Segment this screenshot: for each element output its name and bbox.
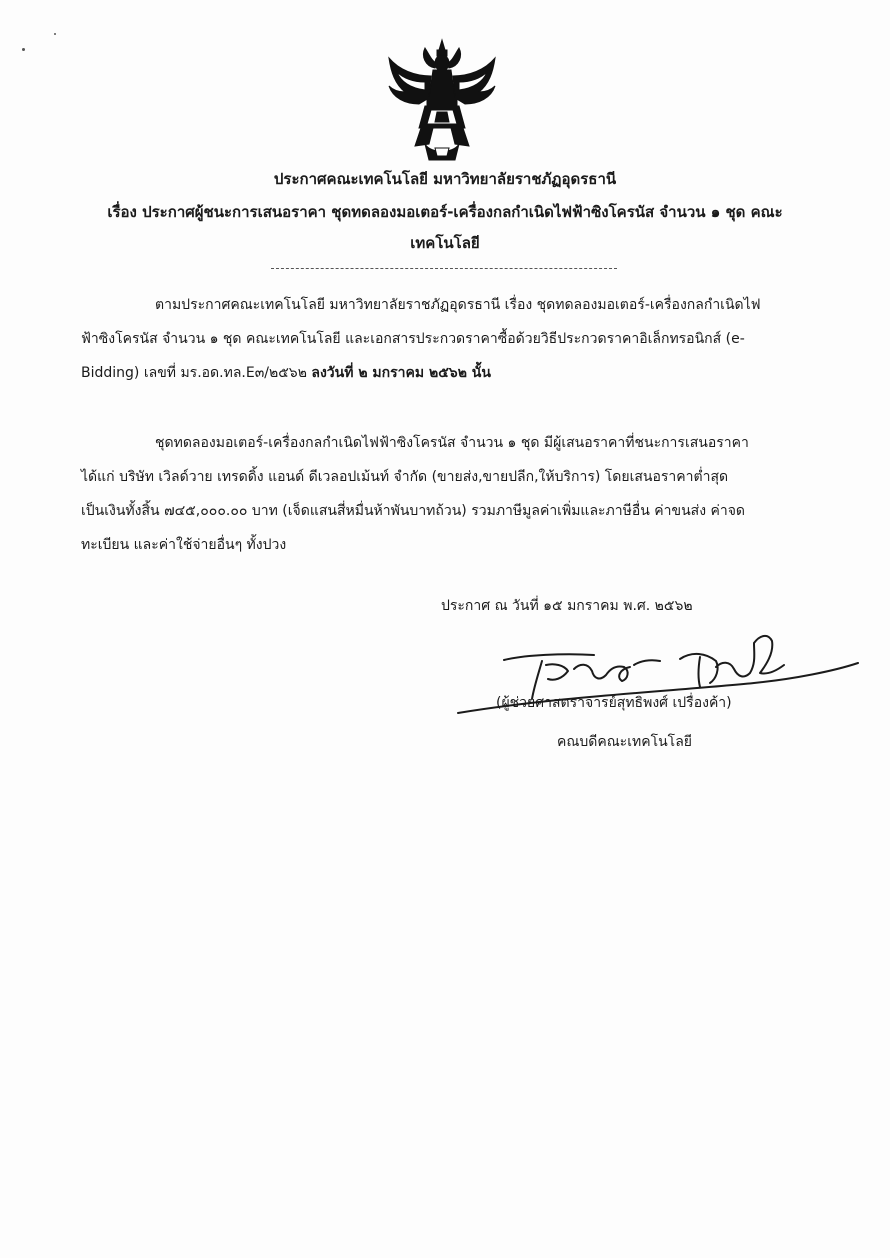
paragraph-reference — [81, 288, 791, 390]
paragraph-line: ทะเบียน และค่าใช้จ่ายอื่นๆ ทั้งปวง — [81, 537, 287, 553]
paragraph-line: ฟ้าซิงโครนัส จำนวน ๑ ชุด คณะเทคโนโลยี และเอกสารประกวดราคาซื้อด้วยวิธีประกวดราคาอิเล็กทรอนิกส์ (e- — [81, 331, 745, 347]
subject-line-2: เทคโนโลยี — [410, 234, 480, 252]
signatory-position: คณบดีคณะเทคโนโลยี — [557, 734, 692, 750]
document-date: ลงวันที่ ๒ มกราคม ๒๕๖๒ นั้น — [311, 365, 491, 381]
scan-speck — [22, 48, 25, 51]
paragraph-line: ชุดทดลองมอเตอร์-เครื่องกลกำเนิดไฟฟ้าซิงโครนัส จำนวน ๑ ชุด มีผู้เสนอราคาที่ชนะการเสนอราคา — [155, 435, 749, 451]
subject-line-1: เรื่อง ประกาศผู้ชนะการเสนอราคา ชุดทดลองมอเตอร์-เครื่องกลกำเนิดไฟฟ้าซิงโครนัส จำนวน ๑ ชุด คณะ — [107, 203, 783, 221]
paragraph-line: ได้แก่ บริษัท เวิลด์วาย เทรดดิ้ง แอนด์ ดีเวลอปเม้นท์ จำกัด (ขายส่ง,ขายปลีก,ให้บริการ) โดยเสนอราคาต่ำสุด — [81, 469, 729, 485]
announcement-date: ประกาศ ณ วันที่ ๑๕ มกราคม พ.ศ. ๒๕๖๒ — [441, 598, 693, 614]
scan-speck — [54, 33, 56, 35]
paragraph-line: ตามประกาศคณะเทคโนโลยี มหาวิทยาลัยราชภัฏอุดรธานี เรื่อง ชุดทดลองมอเตอร์-เครื่องกลกำเนิดไฟ — [155, 297, 761, 313]
document-number: Bidding) เลขที่ มร.อด.ทล.E๓/๒๕๖๒ — [81, 365, 312, 381]
paragraph-line — [81, 356, 791, 390]
announcement-title: ประกาศคณะเทคโนโลยี มหาวิทยาลัยราชภัฏอุดรธานี — [273, 170, 617, 188]
garuda-emblem-icon — [385, 36, 499, 164]
signatory-name: (ผู้ช่วยศาสตราจารย์สุทธิพงศ์ เปรื่องค้า) — [496, 695, 732, 711]
paragraph-line: เป็นเงินทั้งสิ้น ๗๔๕,๐๐๐.๐๐ บาท (เจ็ดแสนสี่หมื่นห้าพันบาทถ้วน) รวมภาษีมูลค่าเพิ่มและภาษีอื่น ค่าขนส่ง ค่าจด — [81, 503, 746, 519]
paragraph-winner — [81, 426, 791, 562]
separator-rule — [271, 268, 617, 269]
